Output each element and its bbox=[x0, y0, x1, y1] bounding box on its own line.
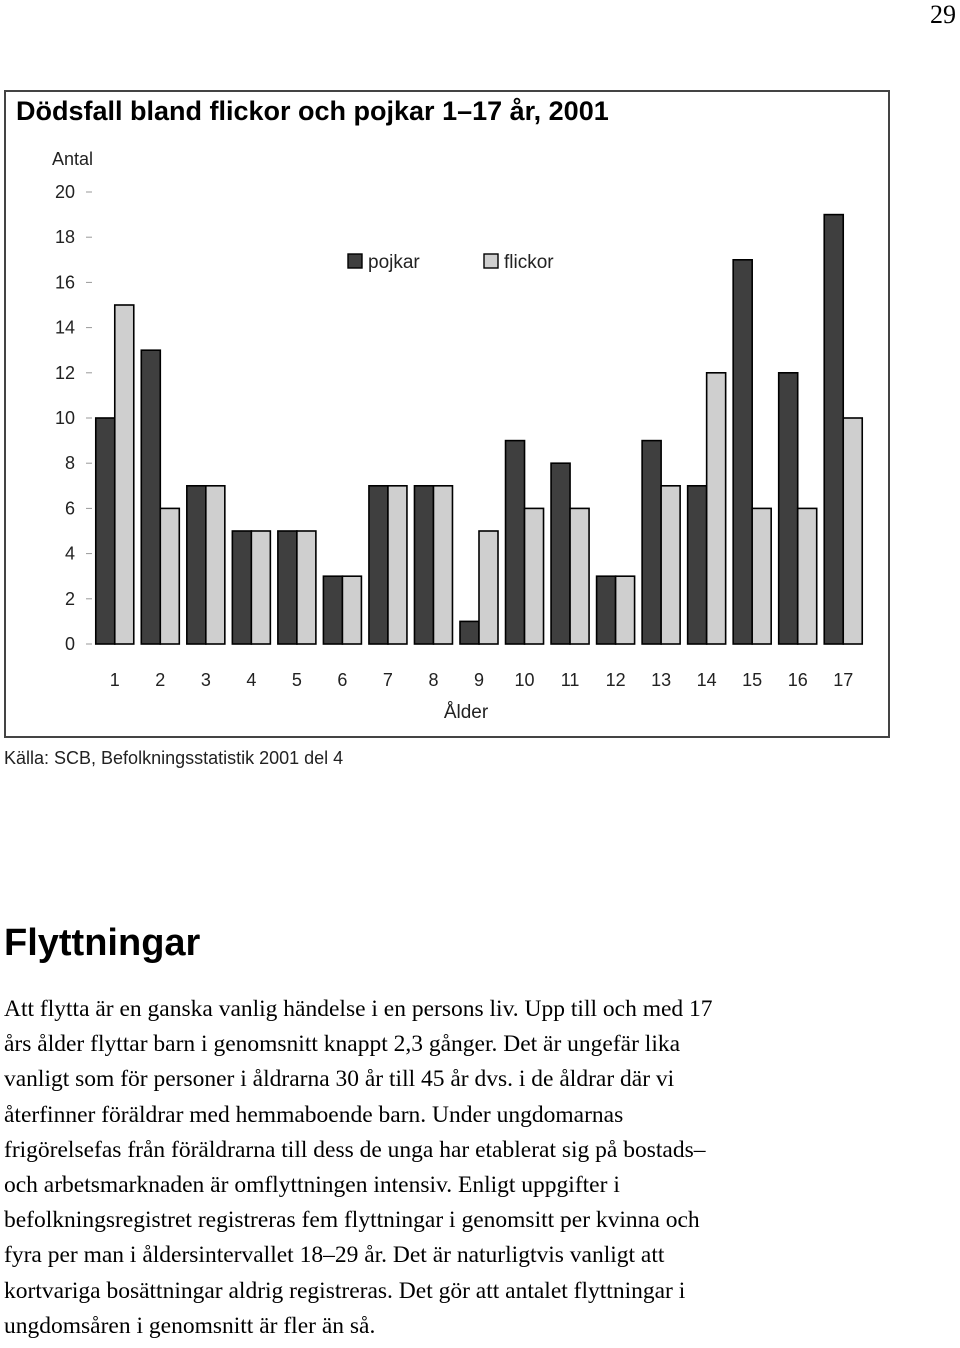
bar-flickor-5 bbox=[297, 531, 316, 644]
y-tick-label: 14 bbox=[54, 317, 75, 338]
bar-pojkar-1 bbox=[96, 418, 115, 644]
x-tick-label: 6 bbox=[337, 670, 348, 690]
x-tick-label: 5 bbox=[291, 670, 302, 690]
y-tick-label: 10 bbox=[54, 408, 75, 428]
bar-pojkar-5 bbox=[278, 531, 297, 644]
bar-pojkar-10 bbox=[506, 441, 525, 644]
bar-pojkar-14 bbox=[688, 486, 707, 644]
body-line: och arbetsmarknaden är omflyttningen intensiv. Enligt uppgifter i bbox=[4, 1172, 620, 1199]
bar-pojkar-8 bbox=[414, 486, 433, 644]
body-line: års ålder flyttar barn i genomsnitt knappt 2,3 gånger. Det är ungefär lika bbox=[4, 1031, 681, 1058]
bar-flickor-13 bbox=[661, 486, 680, 644]
x-tick-label: 9 bbox=[473, 670, 485, 690]
bar-pojkar-4 bbox=[232, 531, 251, 644]
y-tick-label: 18 bbox=[54, 227, 75, 248]
x-tick-label: 12 bbox=[605, 670, 626, 690]
bar-pojkar-3 bbox=[187, 486, 206, 644]
x-tick-label: 14 bbox=[696, 670, 717, 690]
legend-label-flickor: flickor bbox=[504, 252, 554, 273]
y-tick-label: 16 bbox=[54, 272, 75, 293]
y-tick-label: 4 bbox=[64, 543, 75, 564]
x-tick-label: 2 bbox=[155, 670, 166, 690]
bar-flickor-14 bbox=[707, 373, 726, 644]
x-tick-label: 7 bbox=[382, 670, 393, 690]
x-tick-label: 16 bbox=[787, 670, 808, 690]
bar-flickor-11 bbox=[570, 508, 589, 644]
legend-label-pojkar: pojkar bbox=[368, 252, 420, 273]
bar-pojkar-11 bbox=[551, 463, 570, 644]
bar-flickor-15 bbox=[752, 508, 771, 644]
page-number: 29 bbox=[930, 0, 956, 29]
chart-frame bbox=[4, 90, 890, 738]
x-tick-label: 10 bbox=[514, 670, 535, 690]
x-tick-label: 8 bbox=[428, 670, 439, 690]
bar-flickor-6 bbox=[342, 576, 361, 644]
bar-pojkar-17 bbox=[824, 215, 843, 644]
bar-pojkar-7 bbox=[369, 486, 388, 644]
bar-flickor-17 bbox=[843, 418, 862, 644]
y-tick-label: 20 bbox=[54, 182, 75, 202]
x-tick-label: 17 bbox=[833, 670, 854, 690]
bar-flickor-1 bbox=[115, 305, 134, 644]
x-tick-label: 1 bbox=[109, 670, 120, 690]
chart-title: Dödsfall bland flickor och pojkar 1–17 år, 2001 bbox=[16, 96, 609, 126]
bar-flickor-10 bbox=[525, 508, 544, 644]
bar-chart bbox=[6, 92, 888, 736]
x-tick-label: 13 bbox=[651, 670, 672, 690]
body-line: ungdomsåren i genomsnitt är fler än så. bbox=[4, 1312, 376, 1339]
bar-flickor-3 bbox=[206, 486, 225, 644]
bar-flickor-9 bbox=[479, 531, 498, 644]
x-tick-label: 3 bbox=[200, 670, 211, 690]
x-axis-label: Ålder bbox=[443, 702, 489, 723]
bar-flickor-7 bbox=[388, 486, 407, 644]
bar-flickor-2 bbox=[160, 508, 179, 644]
body-line: befolkningsregistret registreras fem flyttningar i genomsitt per kvinna och bbox=[4, 1207, 700, 1234]
body-line: Att flytta är en ganska vanlig händelse i en persons liv. Upp till och med 17 bbox=[4, 996, 713, 1022]
bar-pojkar-15 bbox=[733, 260, 752, 644]
y-axis-label: Antal bbox=[52, 149, 94, 169]
bar-flickor-12 bbox=[616, 576, 635, 644]
y-tick-label: 2 bbox=[64, 588, 75, 609]
bar-pojkar-6 bbox=[323, 576, 342, 644]
bar-pojkar-13 bbox=[642, 441, 661, 644]
body-line: återfinner föräldrar med hemmaboende barn. Under ungdomarnas bbox=[4, 1101, 624, 1128]
bar-flickor-8 bbox=[433, 486, 452, 644]
section-heading: Flyttningar bbox=[4, 922, 201, 964]
bar-flickor-16 bbox=[798, 508, 817, 644]
bar-pojkar-2 bbox=[141, 350, 160, 644]
body-line: vanligt som för personer i åldrarna 30 år till 45 år dvs. i de åldrar där vi bbox=[4, 1066, 675, 1093]
y-tick-label: 6 bbox=[64, 498, 75, 519]
bar-flickor-4 bbox=[251, 531, 270, 644]
bar-pojkar-16 bbox=[779, 373, 798, 644]
body-line: frigörelsefas från föräldrarna till dess de unga har etablerat sig på bostads– bbox=[4, 1136, 706, 1163]
y-tick-label: 0 bbox=[64, 634, 75, 654]
body-line: fyra per man i åldersintervallet 18–29 år. Det är naturligtvis vanligt att bbox=[4, 1242, 665, 1269]
legend-swatch-pojkar bbox=[348, 254, 362, 268]
body-line: kortvariga bosättningar aldrig registreras. Det gör att antalet flyttningar i bbox=[4, 1277, 686, 1304]
body-text bbox=[4, 992, 950, 1344]
bar-pojkar-12 bbox=[597, 576, 616, 644]
x-tick-label: 11 bbox=[560, 670, 580, 690]
legend-swatch-flickor bbox=[484, 254, 498, 268]
y-tick-label: 8 bbox=[64, 453, 75, 474]
x-tick-label: 4 bbox=[246, 670, 257, 690]
y-tick-label: 12 bbox=[54, 362, 75, 383]
bar-pojkar-9 bbox=[460, 621, 479, 644]
source-note: Källa: SCB, Befolkningsstatistik 2001 del 4 bbox=[4, 748, 344, 768]
x-tick-label: 15 bbox=[742, 670, 763, 690]
